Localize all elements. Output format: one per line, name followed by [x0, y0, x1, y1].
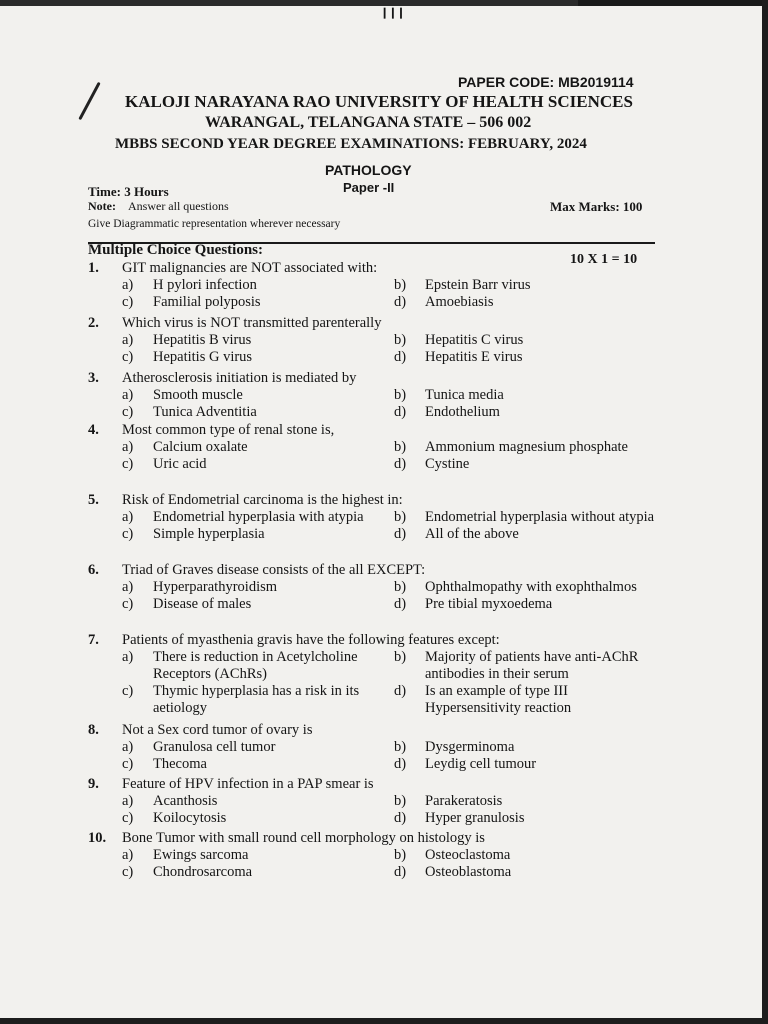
- option-text: Simple hyperplasia: [153, 526, 265, 542]
- option-grid: [88, 739, 663, 773]
- answer-option: [122, 847, 394, 864]
- option-text: Familial polyposis: [153, 294, 261, 310]
- option-label: a): [122, 739, 134, 755]
- question-text: Not a Sex cord tumor of ovary is: [122, 722, 313, 738]
- option-grid: [88, 277, 663, 311]
- answer-option: [394, 739, 666, 756]
- answer-option: [122, 683, 394, 717]
- question-number: 3.: [88, 370, 99, 386]
- university-address: WARANGAL, TELANGANA STATE – 506 002: [205, 114, 532, 131]
- question-number: 7.: [88, 632, 99, 648]
- answer-option: [122, 387, 394, 404]
- option-text: Parakeratosis: [425, 793, 503, 809]
- option-text: Dysgerminoma: [425, 739, 515, 755]
- option-text: Hepatitis E virus: [425, 349, 523, 365]
- question-text: Most common type of renal stone is,: [122, 422, 335, 438]
- question-text: Risk of Endometrial carcinoma is the highest in:: [122, 492, 403, 508]
- question-item: [88, 562, 663, 613]
- question-text: Triad of Graves disease consists of the all EXCEPT:: [122, 562, 426, 578]
- question-stem: [88, 422, 663, 439]
- question-text: Feature of HPV infection in a PAP smear is: [122, 776, 374, 792]
- option-text: Smooth muscle: [153, 387, 243, 403]
- option-label: b): [394, 277, 407, 293]
- answer-option: [394, 810, 666, 827]
- option-label: d): [394, 404, 407, 420]
- pen-mark: [78, 82, 100, 120]
- option-label: d): [394, 596, 407, 612]
- option-text: Leydig cell tumour: [425, 756, 537, 772]
- option-grid: [88, 332, 663, 366]
- answer-option: [122, 526, 394, 543]
- option-text: Hyper granulosis: [425, 810, 525, 826]
- answer-option: [394, 756, 666, 773]
- option-label: b): [394, 387, 407, 403]
- answer-option: [122, 349, 394, 366]
- photo-edge-bottom: [0, 1018, 768, 1024]
- option-label: a): [122, 387, 134, 403]
- answer-option: [122, 294, 394, 311]
- option-label: b): [394, 332, 407, 348]
- option-grid: [88, 847, 663, 881]
- question-number: 4.: [88, 422, 99, 438]
- note-value: Answer all questions: [127, 199, 229, 213]
- option-text: Ewings sarcoma: [153, 847, 249, 863]
- option-text: Hepatitis B virus: [153, 332, 252, 348]
- answer-option: [394, 294, 666, 311]
- option-label: a): [122, 649, 134, 665]
- question-stem: [88, 315, 663, 332]
- option-label: d): [394, 349, 407, 365]
- option-label: c): [122, 756, 134, 772]
- answer-option: [122, 864, 394, 881]
- answer-option: [122, 596, 394, 613]
- question-item: [88, 422, 663, 473]
- question-text: Atherosclerosis initiation is mediated by: [122, 370, 357, 386]
- answer-option: [122, 404, 394, 421]
- option-label: a): [122, 847, 134, 863]
- option-text: Endometrial hyperplasia without atypia: [425, 509, 655, 525]
- question-number: 6.: [88, 562, 99, 578]
- answer-option: [394, 649, 666, 683]
- option-label: d): [394, 864, 407, 880]
- question-item: [88, 722, 663, 773]
- option-label: d): [394, 756, 407, 772]
- answer-option: [394, 526, 666, 543]
- option-grid: [88, 509, 663, 543]
- option-text: Tunica Adventitia: [153, 404, 257, 420]
- question-stem: [88, 776, 663, 793]
- option-label: a): [122, 579, 134, 595]
- answer-option: [122, 810, 394, 827]
- option-label: c): [122, 294, 134, 310]
- option-grid: [88, 439, 663, 473]
- time-allowed: Time: 3 Hours: [88, 184, 169, 199]
- question-stem: [88, 632, 663, 649]
- option-label: b): [394, 509, 407, 525]
- answer-option: [394, 864, 666, 881]
- answer-option: [122, 277, 394, 294]
- question-number: 1.: [88, 260, 99, 276]
- diagram-instruction: Give Diagrammatic representation wherever necessary: [88, 218, 341, 230]
- question-item: [88, 830, 663, 881]
- question-item: [88, 260, 663, 311]
- answer-option: [394, 456, 666, 473]
- answer-option: [122, 756, 394, 773]
- question-stem: [88, 492, 663, 509]
- option-text: Hepatitis C virus: [425, 332, 524, 348]
- question-item: [88, 492, 663, 543]
- option-text: Chondrosarcoma: [153, 864, 253, 880]
- option-label: a): [122, 793, 134, 809]
- option-text: Ammonium magnesium phosphate: [425, 439, 628, 455]
- option-grid: [88, 579, 663, 613]
- option-text: Endometrial hyperplasia with atypia: [153, 509, 364, 525]
- option-text: Uric acid: [153, 456, 207, 472]
- option-label: c): [122, 349, 134, 365]
- option-text: Osteoblastoma: [425, 864, 512, 880]
- option-text: H pylori infection: [153, 277, 257, 293]
- answer-option: [122, 793, 394, 810]
- option-text: Amoebiasis: [425, 294, 494, 310]
- question-item: [88, 315, 663, 366]
- option-text: Disease of males: [153, 596, 252, 612]
- option-text: Tunica media: [425, 387, 504, 403]
- option-label: b): [394, 847, 407, 863]
- option-grid: [88, 793, 663, 827]
- option-label: d): [394, 526, 407, 542]
- answer-option: [394, 579, 666, 596]
- option-label: a): [122, 509, 134, 525]
- question-stem: [88, 562, 663, 579]
- option-label: c): [122, 683, 134, 699]
- question-text: Patients of myasthenia gravis have the following features except:: [122, 632, 500, 648]
- option-text: Cystine: [425, 456, 470, 472]
- answer-option: [394, 439, 666, 456]
- punch-mark: ❙❙❙: [380, 7, 405, 19]
- section-marks: 10 X 1 = 10: [570, 252, 638, 267]
- option-text: Pre tibial myxoedema: [425, 596, 553, 612]
- option-label: d): [394, 456, 407, 472]
- question-number: 2.: [88, 315, 99, 331]
- option-label: c): [122, 404, 134, 420]
- answer-option: [394, 596, 666, 613]
- answer-option: [394, 349, 666, 366]
- option-text: Is an example of type III Hypersensitivity reaction: [425, 683, 572, 716]
- option-text: Majority of patients have anti-AChR antibodies in their serum: [425, 649, 639, 682]
- option-label: b): [394, 649, 407, 665]
- option-grid: [88, 649, 663, 717]
- answer-option: [394, 509, 666, 526]
- answer-option: [394, 683, 666, 717]
- note-label: Note:: [88, 199, 116, 213]
- option-text: Hyperparathyroidism: [153, 579, 278, 595]
- question-item: [88, 632, 663, 717]
- option-text: Granulosa cell tumor: [153, 739, 276, 755]
- option-text: All of the above: [425, 526, 519, 542]
- question-number: 10.: [88, 830, 107, 846]
- answer-option: [394, 277, 666, 294]
- section-title: Multiple Choice Questions:: [88, 242, 263, 258]
- answer-option: [394, 847, 666, 864]
- university-name: KALOJI NARAYANA RAO UNIVERSITY OF HEALTH SCIENCES: [125, 92, 633, 111]
- question-stem: [88, 260, 663, 277]
- option-text: Acanthosis: [153, 793, 218, 809]
- question-number: 5.: [88, 492, 99, 508]
- option-label: c): [122, 456, 134, 472]
- option-label: c): [122, 810, 134, 826]
- answer-option: [122, 649, 394, 683]
- question-stem: [88, 830, 663, 847]
- exam-title: MBBS SECOND YEAR DEGREE EXAMINATIONS: FEBRUARY, 2024: [115, 136, 587, 152]
- question-item: [88, 776, 663, 827]
- option-text: There is reduction in Acetylcholine Receptors (AChRs): [153, 649, 358, 682]
- option-grid: [88, 387, 663, 421]
- answer-option: [394, 404, 666, 421]
- option-label: d): [394, 294, 407, 310]
- question-text: GIT malignancies are NOT associated with:: [122, 260, 378, 276]
- option-text: Endothelium: [425, 404, 500, 420]
- answer-option: [394, 332, 666, 349]
- option-label: b): [394, 793, 407, 809]
- option-label: d): [394, 810, 407, 826]
- option-label: b): [394, 739, 407, 755]
- answer-option: [122, 509, 394, 526]
- exam-paper: [0, 6, 762, 1018]
- question-number: 8.: [88, 722, 99, 738]
- photo-edge-right: [762, 0, 768, 1024]
- answer-option: [122, 439, 394, 456]
- option-text: Calcium oxalate: [153, 439, 248, 455]
- note-line: [88, 199, 229, 214]
- answer-option: [394, 793, 666, 810]
- answer-option: [122, 579, 394, 596]
- option-text: Epstein Barr virus: [425, 277, 531, 293]
- option-text: Hepatitis G virus: [153, 349, 253, 365]
- paper-code: PAPER CODE: MB2019114: [458, 74, 634, 90]
- question-item: [88, 370, 663, 421]
- option-label: b): [394, 439, 407, 455]
- option-label: a): [122, 277, 134, 293]
- question-stem: [88, 722, 663, 739]
- option-text: Osteoclastoma: [425, 847, 511, 863]
- option-text: Ophthalmopathy with exophthalmos: [425, 579, 637, 595]
- subject-title: PATHOLOGY: [325, 162, 412, 178]
- paper-number: Paper -II: [343, 180, 395, 195]
- question-text: Bone Tumor with small round cell morphology on histology is: [122, 830, 485, 846]
- option-text: Thymic hyperplasia has a risk in its aetiology: [153, 683, 360, 716]
- question-stem: [88, 370, 663, 387]
- option-label: b): [394, 579, 407, 595]
- question-text: Which virus is NOT transmitted parenterally: [122, 315, 382, 331]
- answer-option: [122, 332, 394, 349]
- option-label: c): [122, 526, 134, 542]
- option-text: Koilocytosis: [153, 810, 227, 826]
- answer-option: [394, 387, 666, 404]
- answer-option: [122, 456, 394, 473]
- answer-option: [122, 739, 394, 756]
- option-label: c): [122, 864, 134, 880]
- question-number: 9.: [88, 776, 99, 792]
- option-text: Thecoma: [153, 756, 207, 772]
- option-label: a): [122, 439, 134, 455]
- max-marks: Max Marks: 100: [550, 199, 643, 214]
- option-label: a): [122, 332, 134, 348]
- option-label: d): [394, 683, 407, 699]
- option-label: c): [122, 596, 134, 612]
